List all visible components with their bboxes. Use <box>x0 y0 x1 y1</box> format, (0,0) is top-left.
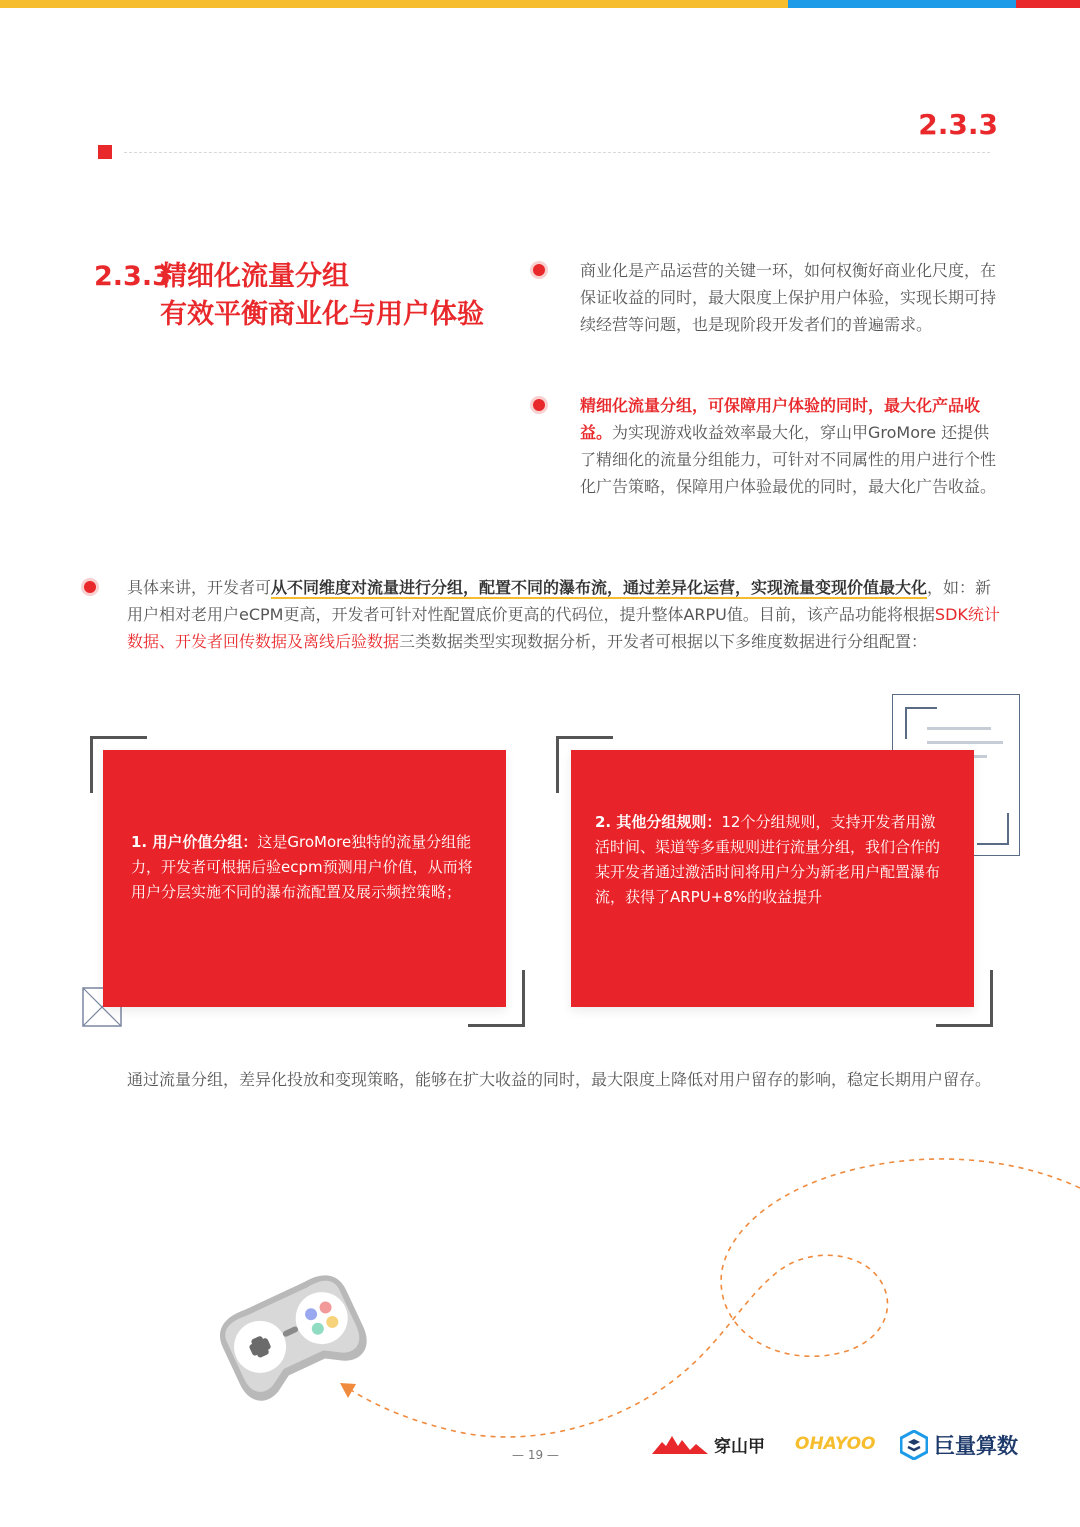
logo-text: 穿山甲 <box>714 1437 765 1457</box>
detail-text-3: 三类数据类型实现数据分析，开发者可根据以下多维度数据进行分组配置： <box>399 632 928 651</box>
section-heading <box>94 258 484 334</box>
card-other-rules <box>571 750 974 1007</box>
detail-text-2: ，如：新用户相对老用户eCPM更高，开发者可针对性配置底价更高的代码位，提升整体ARPU值。目前，该产品功能将根据 <box>127 578 992 624</box>
conclusion-paragraph: 通过流量分组，差异化投放和变现策略，能够在扩大收益的同时，最大限度上降低对用户留存的影响，稳定长期用户留存。 <box>127 1070 992 1089</box>
card-body: 这是GroMore独特的流量分组能力，开发者可根据后验ecpm预测用户价值，从而将用户分层实施不同的瀑布流配置及展示频控策略； <box>131 833 473 901</box>
detail-paragraph <box>127 574 1003 655</box>
card-title: 1. 用户价值分组： <box>131 833 258 851</box>
page-number: — 19 — <box>512 1448 559 1462</box>
intro-rest: 为实现游戏收益效率最大化，穿山甲GroMore 还提供了精细化的流量分组能力，可针对不同属性的用户进行个性化广告策略，保障用户体验最优的同时，最大化广告收益。 <box>580 423 997 496</box>
heading-line1: 精细化流量分组 <box>160 261 349 292</box>
section-number: 2.3.3 <box>918 108 998 141</box>
logo-ohayoo: OHAYOO <box>795 1434 876 1454</box>
logo-text: 巨量算数 <box>934 1434 1018 1458</box>
intro-highlight: 精细化流量分组，可保障用户体验的同时，最大化产品收益。 <box>580 396 981 442</box>
detail-text-1: 具体来讲，开发者可 <box>127 578 272 597</box>
heading-line2: 有效平衡商业化与用户体验 <box>160 299 484 330</box>
intro-paragraph-2 <box>580 392 998 500</box>
top-stripe-yellow <box>0 0 788 8</box>
bullet-dot <box>533 264 545 276</box>
chuanshanjia-logo-icon <box>652 1434 708 1456</box>
section-divider <box>124 152 990 153</box>
bullet-dot <box>533 399 545 411</box>
logo-juliang <box>900 1430 1018 1460</box>
gamepad-icon <box>205 1262 381 1412</box>
section-marker <box>98 145 112 159</box>
juliang-logo-icon <box>900 1430 928 1460</box>
card-title: 2. 其他分组规则： <box>595 813 722 831</box>
card-body: 12个分组规则，支持开发者用激活时间、渠道等多重规则进行流量分组，我们合作的某开发者通过激活时间将用户分为新老用户配置瀑布流，获得了ARPU+8%的收益提升 <box>595 813 941 906</box>
top-stripe-red <box>1016 0 1080 8</box>
top-stripe-blue <box>788 0 1016 8</box>
heading-number: 2.3.3 <box>94 261 171 292</box>
detail-red: SDK统计数据、开发者回传数据及离线后验数据 <box>127 605 1000 651</box>
bullet-dot <box>84 581 96 593</box>
dashed-path-decoration <box>0 1150 1080 1470</box>
detail-underlined: 从不同维度对流量进行分组，配置不同的瀑布流，通过差异化运营，实现流量变现价值最大化 <box>271 578 928 597</box>
logo-chuanshanjia <box>652 1432 765 1457</box>
intro-paragraph-1: 商业化是产品运营的关键一环，如何权衡好商业化尺度，在保证收益的同时，最大限度上保护用户体验，实现长期可持续经营等问题，也是现阶段开发者们的普遍需求。 <box>580 261 997 334</box>
card-user-value <box>103 750 506 1007</box>
